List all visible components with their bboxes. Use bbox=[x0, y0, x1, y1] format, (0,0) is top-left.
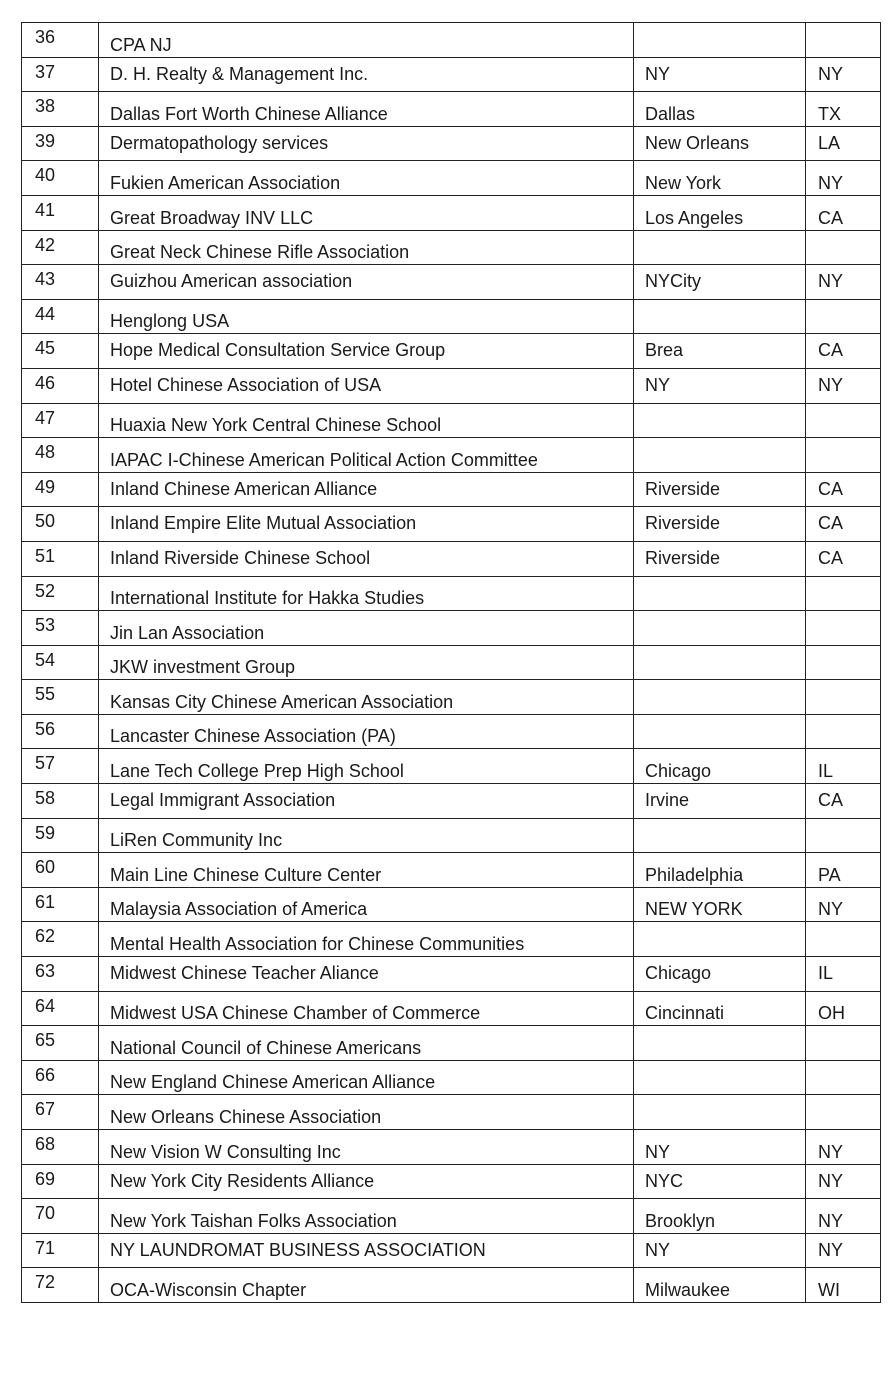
city-cell bbox=[634, 1026, 806, 1061]
organization-name: Midwest Chinese Teacher Aliance bbox=[99, 957, 634, 992]
city-cell: NY bbox=[634, 1130, 806, 1165]
state-cell: NY bbox=[806, 161, 881, 196]
city-cell: NEW YORK bbox=[634, 887, 806, 922]
table-row bbox=[22, 784, 881, 819]
row-number: 48 bbox=[22, 438, 99, 473]
row-number: 37 bbox=[22, 57, 99, 92]
organization-name: Malaysia Association of America bbox=[99, 887, 634, 922]
organization-name: New Vision W Consulting Inc bbox=[99, 1130, 634, 1165]
organization-name: IAPAC I-Chinese American Political Action Committee bbox=[99, 438, 634, 473]
row-number: 51 bbox=[22, 541, 99, 576]
table-row bbox=[22, 991, 881, 1026]
state-cell: CA bbox=[806, 472, 881, 507]
table-row bbox=[22, 1060, 881, 1095]
state-cell bbox=[806, 818, 881, 853]
organization-name: CPA NJ bbox=[99, 23, 634, 58]
organization-name: Inland Chinese American Alliance bbox=[99, 472, 634, 507]
city-cell bbox=[634, 438, 806, 473]
state-cell bbox=[806, 230, 881, 265]
state-cell: CA bbox=[806, 784, 881, 819]
organization-name: Lane Tech College Prep High School bbox=[99, 749, 634, 784]
organization-name: Huaxia New York Central Chinese School bbox=[99, 403, 634, 438]
table-row bbox=[22, 818, 881, 853]
row-number: 47 bbox=[22, 403, 99, 438]
state-cell: NY bbox=[806, 1199, 881, 1234]
row-number: 49 bbox=[22, 472, 99, 507]
row-number: 36 bbox=[22, 23, 99, 58]
organization-name: Fukien American Association bbox=[99, 161, 634, 196]
state-cell bbox=[806, 714, 881, 749]
city-cell: NY bbox=[634, 57, 806, 92]
organization-name: Kansas City Chinese American Association bbox=[99, 680, 634, 715]
organization-name: Guizhou American association bbox=[99, 265, 634, 300]
city-cell bbox=[634, 230, 806, 265]
row-number: 41 bbox=[22, 195, 99, 230]
table-row bbox=[22, 1164, 881, 1199]
row-number: 55 bbox=[22, 680, 99, 715]
organization-name: Main Line Chinese Culture Center bbox=[99, 853, 634, 888]
state-cell: IL bbox=[806, 749, 881, 784]
table-row bbox=[22, 92, 881, 127]
organization-name: New England Chinese American Alliance bbox=[99, 1060, 634, 1095]
city-cell: NYC bbox=[634, 1164, 806, 1199]
organization-name: Mental Health Association for Chinese Communities bbox=[99, 922, 634, 957]
table-row bbox=[22, 1026, 881, 1061]
state-cell bbox=[806, 1026, 881, 1061]
row-number: 67 bbox=[22, 1095, 99, 1130]
table-row bbox=[22, 680, 881, 715]
city-cell: Brooklyn bbox=[634, 1199, 806, 1234]
city-cell: Chicago bbox=[634, 957, 806, 992]
row-number: 40 bbox=[22, 161, 99, 196]
organization-name: D. H. Realty & Management Inc. bbox=[99, 57, 634, 92]
table-row bbox=[22, 507, 881, 542]
city-cell: Los Angeles bbox=[634, 195, 806, 230]
city-cell: Milwaukee bbox=[634, 1268, 806, 1303]
state-cell: CA bbox=[806, 541, 881, 576]
row-number: 39 bbox=[22, 126, 99, 161]
organization-name: New York Taishan Folks Association bbox=[99, 1199, 634, 1234]
city-cell: NY bbox=[634, 1233, 806, 1268]
state-cell bbox=[806, 680, 881, 715]
city-cell: New York bbox=[634, 161, 806, 196]
city-cell bbox=[634, 680, 806, 715]
city-cell bbox=[634, 645, 806, 680]
table-row bbox=[22, 368, 881, 403]
row-number: 59 bbox=[22, 818, 99, 853]
organization-name: Great Neck Chinese Rifle Association bbox=[99, 230, 634, 265]
city-cell: NYCity bbox=[634, 265, 806, 300]
state-cell: NY bbox=[806, 57, 881, 92]
table-row bbox=[22, 126, 881, 161]
row-number: 62 bbox=[22, 922, 99, 957]
row-number: 70 bbox=[22, 1199, 99, 1234]
table-row bbox=[22, 23, 881, 58]
organization-name: International Institute for Hakka Studies bbox=[99, 576, 634, 611]
state-cell: NY bbox=[806, 265, 881, 300]
row-number: 50 bbox=[22, 507, 99, 542]
city-cell bbox=[634, 403, 806, 438]
state-cell bbox=[806, 922, 881, 957]
city-cell bbox=[634, 576, 806, 611]
organization-name: Dermatopathology services bbox=[99, 126, 634, 161]
organization-name: NY LAUNDROMAT BUSINESS ASSOCIATION bbox=[99, 1233, 634, 1268]
organization-name: Legal Immigrant Association bbox=[99, 784, 634, 819]
table-row bbox=[22, 887, 881, 922]
row-number: 46 bbox=[22, 368, 99, 403]
table-row bbox=[22, 195, 881, 230]
row-number: 63 bbox=[22, 957, 99, 992]
organization-name: Lancaster Chinese Association (PA) bbox=[99, 714, 634, 749]
state-cell bbox=[806, 611, 881, 646]
city-cell bbox=[634, 922, 806, 957]
organization-name: Great Broadway INV LLC bbox=[99, 195, 634, 230]
state-cell: NY bbox=[806, 1233, 881, 1268]
organization-table bbox=[21, 22, 881, 1303]
row-number: 44 bbox=[22, 299, 99, 334]
row-number: 53 bbox=[22, 611, 99, 646]
table-row bbox=[22, 1199, 881, 1234]
city-cell: Riverside bbox=[634, 472, 806, 507]
row-number: 60 bbox=[22, 853, 99, 888]
row-number: 66 bbox=[22, 1060, 99, 1095]
row-number: 71 bbox=[22, 1233, 99, 1268]
city-cell: Riverside bbox=[634, 541, 806, 576]
row-number: 65 bbox=[22, 1026, 99, 1061]
row-number: 56 bbox=[22, 714, 99, 749]
table-row bbox=[22, 714, 881, 749]
organization-table-body bbox=[22, 23, 881, 1303]
table-row bbox=[22, 472, 881, 507]
city-cell bbox=[634, 611, 806, 646]
city-cell: Brea bbox=[634, 334, 806, 369]
state-cell: OH bbox=[806, 991, 881, 1026]
organization-name: Inland Empire Elite Mutual Association bbox=[99, 507, 634, 542]
organization-name: Midwest USA Chinese Chamber of Commerce bbox=[99, 991, 634, 1026]
row-number: 54 bbox=[22, 645, 99, 680]
city-cell bbox=[634, 1060, 806, 1095]
state-cell: NY bbox=[806, 1164, 881, 1199]
state-cell: NY bbox=[806, 887, 881, 922]
city-cell bbox=[634, 818, 806, 853]
state-cell: CA bbox=[806, 195, 881, 230]
row-number: 68 bbox=[22, 1130, 99, 1165]
state-cell: PA bbox=[806, 853, 881, 888]
table-row bbox=[22, 299, 881, 334]
organization-name: New Orleans Chinese Association bbox=[99, 1095, 634, 1130]
city-cell: New Orleans bbox=[634, 126, 806, 161]
state-cell: NY bbox=[806, 1130, 881, 1165]
city-cell: Dallas bbox=[634, 92, 806, 127]
state-cell: TX bbox=[806, 92, 881, 127]
table-row bbox=[22, 1130, 881, 1165]
state-cell: IL bbox=[806, 957, 881, 992]
organization-name: New York City Residents Alliance bbox=[99, 1164, 634, 1199]
state-cell bbox=[806, 23, 881, 58]
organization-name: JKW investment Group bbox=[99, 645, 634, 680]
row-number: 52 bbox=[22, 576, 99, 611]
city-cell: NY bbox=[634, 368, 806, 403]
table-row bbox=[22, 161, 881, 196]
state-cell bbox=[806, 438, 881, 473]
table-row bbox=[22, 265, 881, 300]
city-cell: Irvine bbox=[634, 784, 806, 819]
row-number: 72 bbox=[22, 1268, 99, 1303]
row-number: 69 bbox=[22, 1164, 99, 1199]
state-cell bbox=[806, 1095, 881, 1130]
state-cell bbox=[806, 1060, 881, 1095]
state-cell bbox=[806, 576, 881, 611]
row-number: 58 bbox=[22, 784, 99, 819]
state-cell: CA bbox=[806, 507, 881, 542]
table-row bbox=[22, 1095, 881, 1130]
organization-name: Inland Riverside Chinese School bbox=[99, 541, 634, 576]
row-number: 64 bbox=[22, 991, 99, 1026]
organization-name: Hotel Chinese Association of USA bbox=[99, 368, 634, 403]
table-row bbox=[22, 957, 881, 992]
table-row bbox=[22, 576, 881, 611]
table-row bbox=[22, 749, 881, 784]
table-row bbox=[22, 1233, 881, 1268]
row-number: 45 bbox=[22, 334, 99, 369]
row-number: 61 bbox=[22, 887, 99, 922]
table-row bbox=[22, 57, 881, 92]
organization-name: Dallas Fort Worth Chinese Alliance bbox=[99, 92, 634, 127]
table-row bbox=[22, 230, 881, 265]
state-cell: CA bbox=[806, 334, 881, 369]
organization-name: National Council of Chinese Americans bbox=[99, 1026, 634, 1061]
city-cell bbox=[634, 1095, 806, 1130]
row-number: 38 bbox=[22, 92, 99, 127]
row-number: 43 bbox=[22, 265, 99, 300]
organization-name: Henglong USA bbox=[99, 299, 634, 334]
city-cell bbox=[634, 23, 806, 58]
table-row bbox=[22, 853, 881, 888]
city-cell bbox=[634, 714, 806, 749]
state-cell: NY bbox=[806, 368, 881, 403]
state-cell: WI bbox=[806, 1268, 881, 1303]
table-row bbox=[22, 611, 881, 646]
state-cell bbox=[806, 403, 881, 438]
row-number: 42 bbox=[22, 230, 99, 265]
row-number: 57 bbox=[22, 749, 99, 784]
table-row bbox=[22, 645, 881, 680]
city-cell: Philadelphia bbox=[634, 853, 806, 888]
city-cell bbox=[634, 299, 806, 334]
city-cell: Chicago bbox=[634, 749, 806, 784]
table-row bbox=[22, 541, 881, 576]
state-cell bbox=[806, 645, 881, 680]
state-cell bbox=[806, 299, 881, 334]
table-row bbox=[22, 1268, 881, 1303]
table-row bbox=[22, 403, 881, 438]
city-cell: Riverside bbox=[634, 507, 806, 542]
table-row bbox=[22, 438, 881, 473]
organization-name: OCA-Wisconsin Chapter bbox=[99, 1268, 634, 1303]
table-row bbox=[22, 922, 881, 957]
organization-name: LiRen Community Inc bbox=[99, 818, 634, 853]
city-cell: Cincinnati bbox=[634, 991, 806, 1026]
table-row bbox=[22, 334, 881, 369]
organization-name: Hope Medical Consultation Service Group bbox=[99, 334, 634, 369]
state-cell: LA bbox=[806, 126, 881, 161]
organization-name: Jin Lan Association bbox=[99, 611, 634, 646]
